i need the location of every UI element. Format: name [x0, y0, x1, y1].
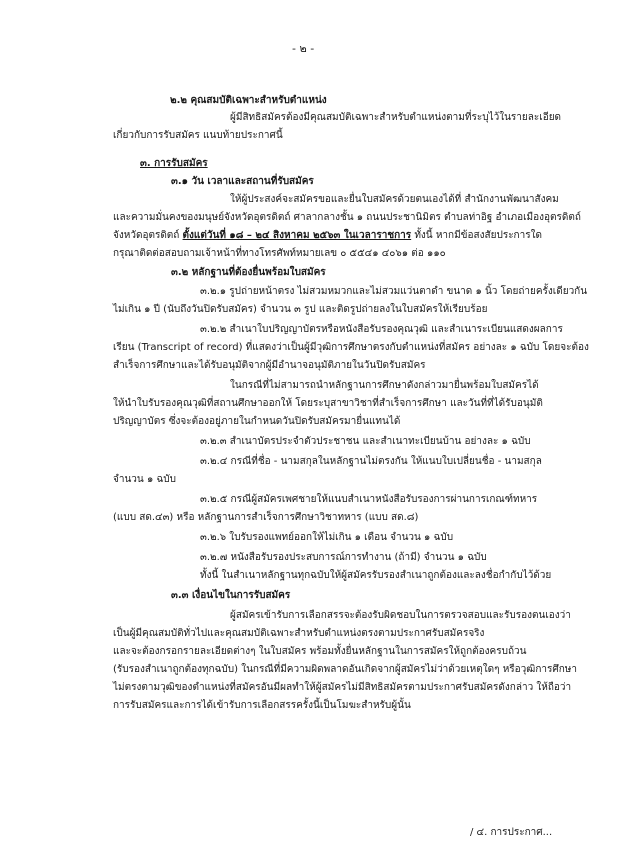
note-3-2-2-line-3: ปริญญาบัตร ซึ่งจะต้องอยู่ภายในกำหนดวันปิดรับสมัครมายื่นแทนได้ — [113, 416, 401, 427]
item-3-2-1-line-2: ไม่เกิน ๑ ปี (นับถึงวันปิดรับสมัคร) จำนวน ๓ รูป และติดรูปถ่ายลงในใบสมัครให้เรียบร้อย — [113, 304, 488, 315]
para-3-1-line-2: และความมั่นคงของมนุษย์จังหวัดอุตรดิตถ์ ศาลากลางชั้น ๑ ถนนประชานิมิตร ตำบลท่าอิฐ อำเภอเมืองอุตรดิตถ์ — [113, 212, 581, 223]
item-3-2-4-line-2: จำนวน ๑ ฉบับ — [113, 474, 176, 485]
page-number: - ๒ - — [292, 42, 315, 55]
item-3-2-3: ๓.๒.๓ สำเนาบัตรประจำตัวประชาชน และสำเนาทะเบียนบ้าน อย่างละ ๑ ฉบับ — [200, 436, 531, 447]
item-3-2-5-line-2: (แบบ สด.๔๓) หรือ หลักฐานการสำเร็จการศึกษาวิชาทหาร (แบบ สด.๘) — [113, 512, 419, 523]
heading-3: ๓. การรับสมัคร — [140, 158, 208, 169]
heading-3-3: ๓.๓ เงื่อนไขในการรับสมัคร — [171, 590, 291, 601]
para-3-3-line-5: ไม่ตรงตามวุฒิของตำแหน่งที่สมัครอันมีผลทำให้ผู้สมัครไม่มีสิทธิสมัครตามประกาศรับสมัครดังกล่าว ให้ถือว่า — [113, 682, 572, 693]
item-3-2-5-line-1: ๓.๒.๕ กรณีผู้สมัครเพศชายให้แนบสำเนาหนังสือรับรองการผ่านการเกณฑ์ทหาร — [200, 494, 538, 505]
heading-3-1: ๓.๑ วัน เวลาและสถานที่รับสมัคร — [171, 176, 314, 187]
item-3-2-4-line-1: ๓.๒.๔ กรณีที่ชื่อ - นามสกุลในหลักฐานไม่ตรงกัน ให้แนบใบเปลี่ยนชื่อ - นามสกุล — [200, 456, 542, 467]
continuation-note: / ๔. การประกาศ... — [470, 827, 553, 838]
para-3-3-line-1: ผู้สมัครเข้ารับการเลือกสรรจะต้องรับผิดชอบในการตรวจสอบและรับรองตนเองว่า — [230, 610, 571, 621]
para-3-1-line-3 — [113, 229, 542, 243]
application-period: ตั้งแต่วันที่ ๑๘ – ๒๔ สิงหาคม ๒๕๖๓ ในเวลาราชการ — [182, 230, 412, 241]
para-3-3-line-3: และจะต้องกรอกรายละเอียดต่างๆ ในใบสมัคร พร้อมทั้งยื่นหลักฐานในการสมัครให้ถูกต้องครบถ้วน — [113, 646, 527, 657]
note-3-2-2-line-1: ในกรณีที่ไม่สามารถนำหลักฐานการศึกษาดังกล่าวมายื่นพร้อมใบสมัครได้ — [230, 380, 539, 391]
para-3-1-line-3-pre: จังหวัดอุตรดิตถ์ — [113, 230, 183, 241]
para-3-1-line-3-post: ทั้งนี้ หากมีข้อสงสัยประการใด — [411, 230, 542, 241]
note-3-2-2-line-2: ให้นำใบรับรองคุณวุฒิที่สถานศึกษาออกให้ โดยระบุสาขาวิชาที่สำเร็จการศึกษา และวันที่ที่ได้รับอนุมัติ — [113, 398, 543, 409]
item-3-2-6: ๓.๒.๖ ใบรับรองแพทย์ออกให้ไม่เกิน ๑ เดือน จำนวน ๑ ฉบับ — [200, 532, 454, 543]
para-3-3-line-6: การรับสมัครและการได้เข้ารับการเลือกสรรครั้งนี้เป็นโมฆะสำหรับผู้นั้น — [113, 700, 411, 711]
para-2-2-line-1: ผู้มีสิทธิสมัครต้องมีคุณสมบัติเฉพาะสำหรับตำแหน่งตามที่ระบุไว้ในรายละเอียด — [230, 112, 562, 123]
item-3-2-1-line-1: ๓.๒.๑ รูปถ่ายหน้าตรง ไม่สวมหมวกและไม่สวมแว่นตาดำ ขนาด ๑ นิ้ว โดยถ่ายครั้งเดียวกัน — [200, 286, 588, 297]
item-3-2-2-line-2: เรียน (Transcript of record) ที่แสดงว่าเป็นผู้มีวุฒิการศึกษาตรงกับตำแหน่งที่สมัคร อย่างละ ๑ ฉบับ โดยจะต้อง — [113, 342, 589, 353]
item-3-2-2-line-1: ๓.๒.๒ สำเนาใบปริญญาบัตรหรือหนังสือรับรองคุณวุฒิ และสำเนาระเบียนแสดงผลการ — [200, 324, 563, 335]
item-3-2-2-line-3: สำเร็จการศึกษาและได้รับอนุมัติจากผู้มีอำนาจอนุมัติภายในวันปิดรับสมัคร — [113, 360, 426, 371]
heading-2-2: ๒.๒ คุณสมบัติเฉพาะสำหรับตำแหน่ง — [170, 95, 327, 106]
para-3-1-line-1: ให้ผู้ประสงค์จะสมัครขอและยื่นใบสมัครด้วยตนเองได้ที่ สำนักงานพัฒนาสังคม — [230, 194, 559, 205]
para-3-3-line-4: (รับรองสำเนาถูกต้องทุกฉบับ) ในกรณีที่มีความผิดพลาดอันเกิดจากผู้สมัครไม่ว่าด้วยเหตุใดๆ หรือวุฒิการศึกษา — [113, 664, 577, 675]
item-3-2-7: ๓.๒.๗ หนังสือรับรองประสบการณ์การทำงาน (ถ้ามี) จำนวน ๑ ฉบับ — [200, 552, 487, 563]
para-2-2-line-2: เกี่ยวกับการรับสมัคร แนบท้ายประกาศนี้ — [113, 130, 283, 141]
item-3-2-closing: ทั้งนี้ ในสำเนาหลักฐานทุกฉบับให้ผู้สมัครรับรองสำเนาถูกต้องและลงชื่อกำกับไว้ด้วย — [200, 570, 552, 581]
para-3-3-line-2: เป็นผู้มีคุณสมบัติทั่วไปและคุณสมบัติเฉพาะสำหรับตำแหน่งตรงตามประกาศรับสมัครจริง — [113, 628, 485, 639]
heading-3-2: ๓.๒ หลักฐานที่ต้องยื่นพร้อมใบสมัคร — [171, 267, 326, 278]
para-3-1-line-4: กรุณาติดต่อสอบถามเจ้าหน้าที่ทางโทรศัพท์หมายเลข ๐ ๕๕๔๑ ๔๐๖๑ ต่อ ๑๑๐ — [113, 248, 446, 259]
